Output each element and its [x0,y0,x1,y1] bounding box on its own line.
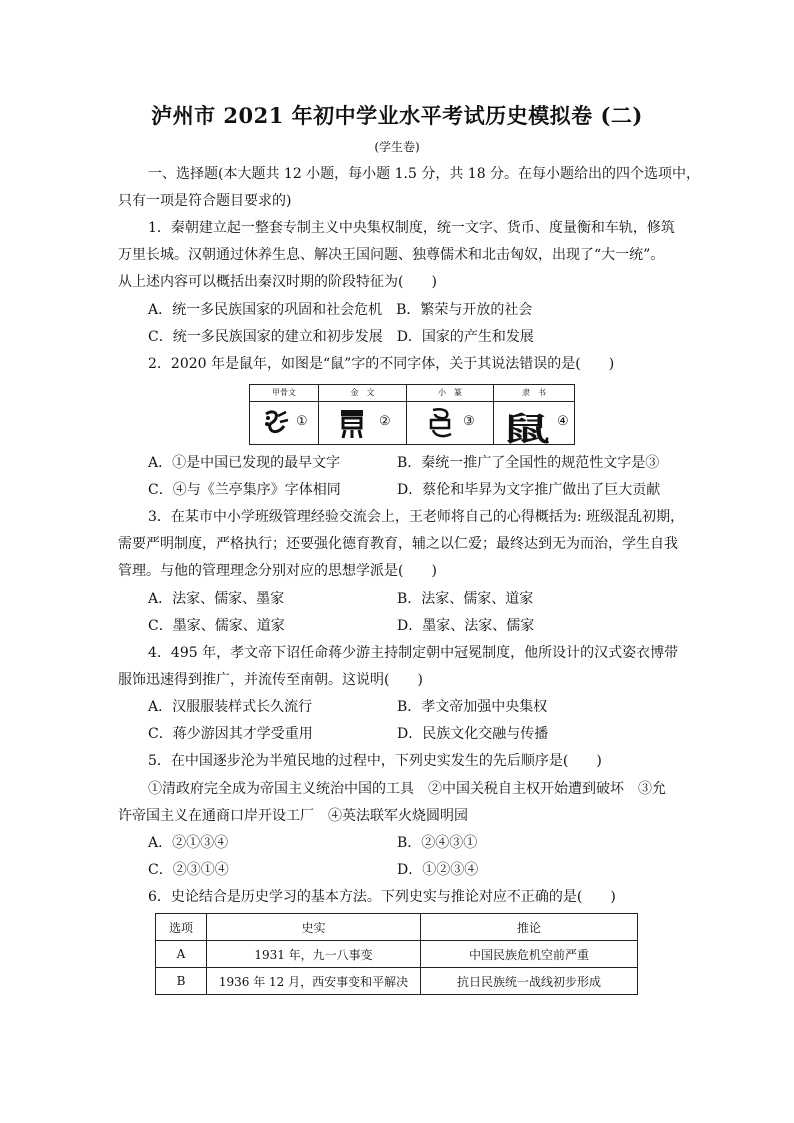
section-instructions-line-1: 一、选择题(本大题共 12 小题，每小题 1.5 分，共 18 分。在每小题给出的四个选项中， [148,166,701,182]
col-header-option: 选项 [156,914,207,941]
q4-option-d: D．民族文化交融与传播 [397,726,549,742]
row-b-inference: 抗日民族统一战线初步形成 [421,968,638,995]
row-b-option: B [156,968,207,995]
mark-4: ④ [557,414,569,429]
q2-stem: 2．2020 年是鼠年，如图是“鼠”字的不同字体，关于其说法错误的是( ) [148,356,615,372]
q3-stem-line-3: 管理。与他的管理理念分别对应的思想学派是( ) [118,563,437,579]
page-subtitle: (学生卷) [374,140,420,154]
oracle-bone-glyph-cell [250,402,318,445]
q5-option-a: A．②①③④ [148,835,229,851]
row-a-inference: 中国民族危机空前严重 [421,941,638,968]
q2-option-d: D．蔡伦和毕昇为文字推广做出了巨大贡献 [397,482,661,498]
row-a-fact: 1931 年，九一八事变 [207,941,421,968]
q4-option-a: A．汉服服装样式长久流行 [148,699,313,715]
q3-stem-line-2: 需要严明制度，严格执行；还要强化德育教育，辅之以仁爱；最终达到无为而治，学生自我 [118,536,678,552]
q1-stem-line-2: 万里长城。汉朝通过休养生息、解决王国问题、独尊儒术和北击匈奴，出现了“大一统”。 [118,247,665,263]
table-header-row [156,914,638,941]
q3-stem-line-1: 3．在某市中小学班级管理经验交流会上，王老师将自己的心得概括为: 班级混乱初期， [148,509,685,525]
page-title: 泸州市 2021 年初中学业水平考试历史模拟卷 (二) [151,103,643,128]
q5-stem-line-2: ①清政府完全成为帝国主义统治中国的工具 ②中国关税自主权开始遭到破坏 ③允 [148,781,666,797]
q1-options-cd: C．统一多民族国家的建立和初步发展 D．国家的产生和发展 [148,329,534,345]
q1-options-ab: A．统一多民族国家的巩固和社会危机 B．繁荣与开放的社会 [148,302,533,318]
script-header-bronze: 金 文 [350,388,375,397]
mark-3: ③ [463,414,475,429]
q2-option-b: B．秦统一推广了全国性的规范性文字是③ [397,455,660,471]
row-a-option: A [156,941,207,968]
bronze-rat-glyph [335,406,369,440]
mark-1: ① [296,414,308,429]
oracle-rat-glyph [262,406,290,438]
table-row [156,941,638,968]
q1-stem-line-3: 从上述内容可以概括出秦汉时期的阶段特征为( ) [118,274,437,290]
row-b-fact: 1936 年 12 月，西安事变和平解决 [207,968,421,995]
q4-option-b: B．孝文帝加强中央集权 [397,699,548,715]
mark-2: ② [379,414,391,429]
rat-character-scripts-table [249,384,575,448]
seal-rat-glyph [427,406,455,440]
q4-stem-line-1: 4．495 年，孝文帝下诏任命蒋少游主持制定朝中冠冕制度，他所设计的汉式姿衣博带 [148,645,679,661]
q4-option-c: C．蒋少游因其才学受重用 [148,726,313,742]
q6-stem: 6．史论结合是历史学习的基本方法。下列史实与推论对应不正确的是( ) [148,889,616,905]
q5-option-b: B．②④③① [397,835,478,851]
q3-option-d: D．墨家、法家、儒家 [397,618,535,634]
q5-option-d: D．①②③④ [397,862,479,878]
section-instructions-line-2: 只有一项是符合题目要求的) [118,193,292,209]
q5-option-c: C．②③①④ [148,862,229,878]
q3-option-b: B．法家、儒家、道家 [397,591,534,607]
script-header-oracle: 甲骨文 [272,388,296,397]
q2-option-c: C．④与《兰亭集序》字体相同 [148,482,341,498]
q6-fact-inference-table [155,913,638,995]
q3-option-c: C．墨家、儒家、道家 [148,618,285,634]
q3-option-a: A．法家、儒家、墨家 [148,591,285,607]
bronze-glyph-cell [319,402,406,445]
clerical-glyph-cell [494,402,574,448]
clerical-rat-glyph: 鼠 [502,410,557,448]
q2-option-a: A．①是中国已发现的最早文字 [148,455,341,471]
col-header-fact: 史实 [207,914,421,941]
script-header-seal: 小 篆 [438,388,462,397]
q1-stem-line-1: 1．秦朝建立起一整套专制主义中央集权制度，统一文字、货币、度量衡和车轨，修筑 [148,220,675,236]
q4-stem-line-2: 服饰迅速得到推广，并流传至南朝。这说明( ) [118,672,423,688]
table-row [156,968,638,995]
q5-stem-line-1: 5．在中国逐步沦为半殖民地的过程中，下列史实发生的先后顺序是( ) [148,753,602,769]
q5-stem-line-3: 许帝国主义在通商口岸开设工厂 ④英法联军火烧圆明园 [118,808,468,824]
script-header-clerical: 隶 书 [522,388,546,397]
col-header-inference: 推论 [421,914,638,941]
seal-glyph-cell [407,402,493,445]
